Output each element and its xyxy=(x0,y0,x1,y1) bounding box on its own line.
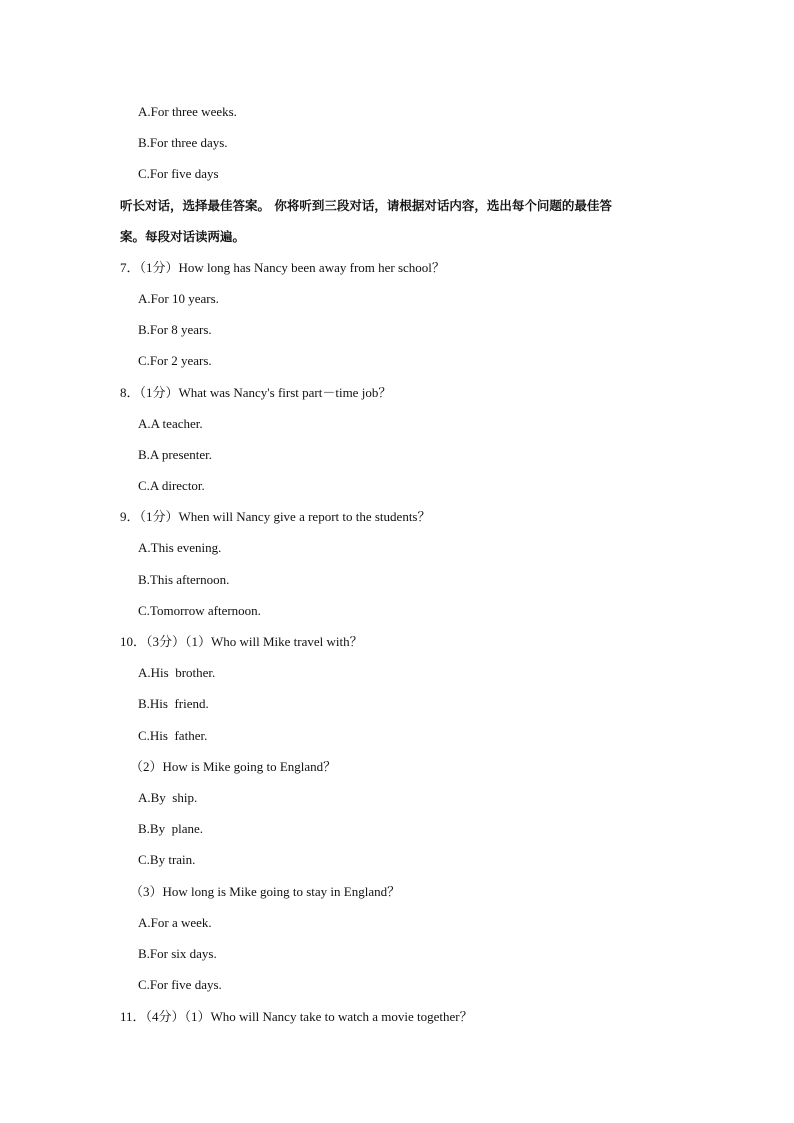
q10-1-option-c: C.His father. xyxy=(138,728,208,743)
q10-sub3-text: （3）How long is Mike going to stay in England？ xyxy=(130,884,401,899)
q10-text: 10．（3分）（1）Who will Mike travel with？ xyxy=(120,634,363,649)
q9-option-b: B.This afternoon. xyxy=(138,572,230,587)
q8-option-a: A.A teacher. xyxy=(138,416,203,431)
q11-text: 11．（4分）（1）Who will Nancy take to watch a movie together？ xyxy=(120,1009,473,1024)
q6-option-b: B.For three days. xyxy=(138,135,228,150)
q10-3-option-b: B.For six days. xyxy=(138,946,217,961)
q10-1-option-a: A.His brother. xyxy=(138,665,216,680)
q7-option-c: C.For 2 years. xyxy=(138,353,212,368)
q10-3-option-c: C.For five days. xyxy=(138,977,222,992)
q9-option-a: A.This evening. xyxy=(138,540,222,555)
q6-option-c: C.For five days xyxy=(138,166,219,181)
q8-text: 8．（1分）What was Nancy's first part－time job？ xyxy=(120,385,392,400)
q7-option-b: B.For 8 years. xyxy=(138,322,212,337)
q9-text: 9．（1分）When will Nancy give a report to the students？ xyxy=(120,509,431,524)
q8-option-c: C.A director. xyxy=(138,478,205,493)
q6-option-a: A.For three weeks. xyxy=(138,104,237,119)
q7-option-a: A.For 10 years. xyxy=(138,291,219,306)
q10-2-option-c: C.By train. xyxy=(138,852,196,867)
q7-text: 7．（1分）How long has Nancy been away from her school？ xyxy=(120,260,445,275)
q10-sub2-text: （2）How is Mike going to England？ xyxy=(130,759,337,774)
section-instruction-line1: 听长对话，选择最佳答案。 你将听到三段对话，请根据对话内容，选出每个问题的最佳答 xyxy=(120,198,612,213)
q10-1-option-b: B.His friend. xyxy=(138,696,209,711)
q8-option-b: B.A presenter. xyxy=(138,447,213,462)
section-instruction-line2: 案。每段对话读两遍。 xyxy=(120,229,246,244)
q10-2-option-b: B.By plane. xyxy=(138,821,203,836)
q9-option-c: C.Tomorrow afternoon. xyxy=(138,603,261,618)
q10-3-option-a: A.For a week. xyxy=(138,915,212,930)
q10-2-option-a: A.By ship. xyxy=(138,790,198,805)
